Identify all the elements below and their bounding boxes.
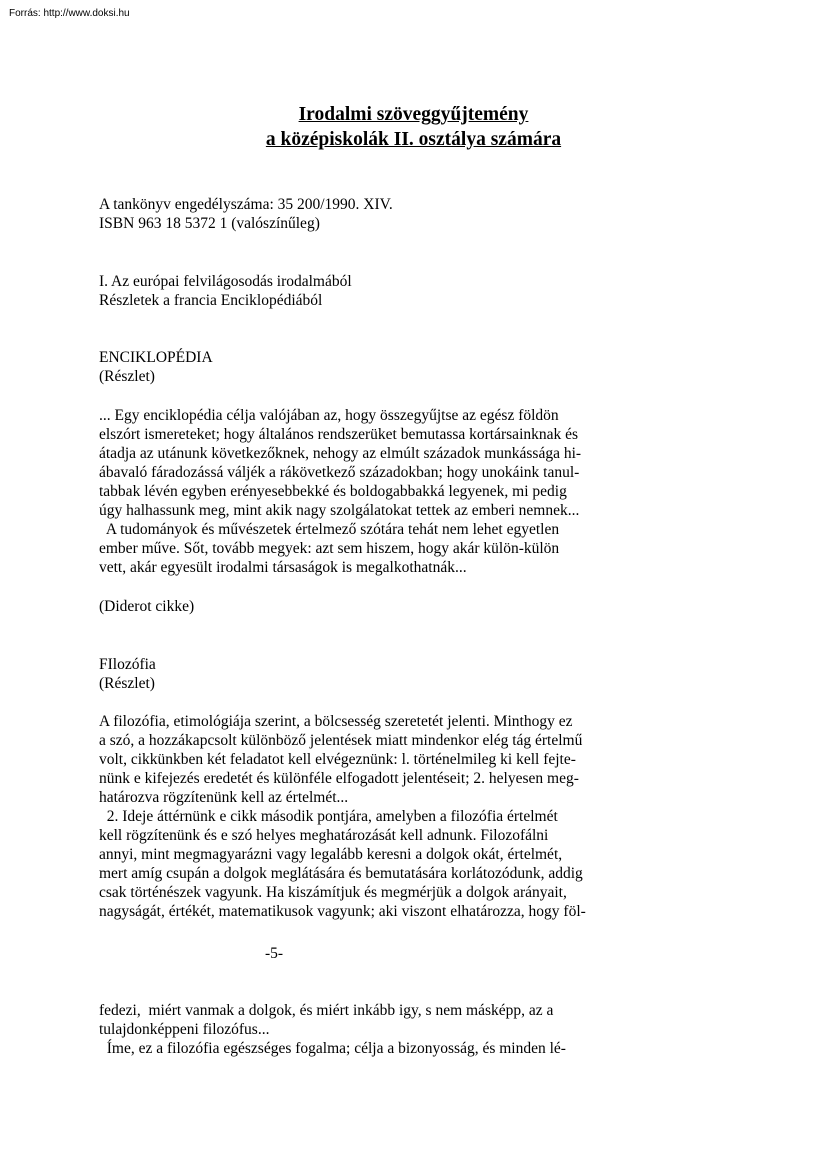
body-line: elszórt ismereteket; hogy általános rendszerüket bemutassa kortársainknak és — [99, 426, 579, 443]
document-title-line-1: Irodalmi szöveggyűjtemény — [298, 104, 529, 125]
body-line: nünk e kifejezés eredetét és különféle elfogadott jelentéseit; 2. helyesen meg- — [99, 770, 579, 787]
body-line: a szó, a hozzákapcsolt különböző jelentések miatt mindenkor elég tág értelmű — [99, 732, 583, 749]
body-line: tulajdonképpeni filozófus... — [99, 1021, 270, 1038]
body-line: nagyságát, értékét, matematikusok vagyunk; aki viszont elhatározza, hogy föl- — [99, 903, 586, 920]
body-line: volt, cikkünkben két feladatot kell elvégeznünk: l. történelmileg ki kell fejte- — [99, 751, 576, 768]
body-line: A filozófia, etimológiája szerint, a bölcsesség szeretetét jelenti. Minthogy ez — [99, 713, 573, 730]
body-line: átadja az utánunk következőknek, nehogy az elmúlt századok munkássága hi- — [99, 445, 582, 462]
body-line: ábavaló fáradozássá váljék a rákövetkező századokban; hogy unokáink tanul- — [99, 464, 580, 481]
body-line: vett, akár egyesült irodalmi társaságok is megalkothatnák... — [99, 559, 467, 576]
body-line: A tudományok és művészetek értelmező szótára tehát nem lehet egyetlen — [99, 521, 560, 538]
approval-number: A tankönyv engedélyszáma: 35 200/1990. XIV. — [99, 196, 393, 213]
source-link: Forrás: http://www.doksi.hu — [9, 8, 130, 19]
body-line: tabbak lévén egyben erényesebbekké és boldogabbakká legyenek, mi pedig — [99, 483, 567, 500]
body-line: mert amíg csupán a dolgok meglátására és bemutatására korlátozódunk, addig — [99, 865, 583, 882]
page-number: -5- — [265, 945, 284, 962]
body-line: annyi, mint megmagyarázni vagy legalább keresni a dolgok okát, értelmét, — [99, 846, 563, 863]
body-line: fedezi, miért vanmak a dolgok, és miért inkább igy, s nem másképp, az a — [99, 1002, 554, 1019]
isbn-line: ISBN 963 18 5372 1 (valószínűleg) — [99, 215, 320, 232]
article-subtitle: (Részlet) — [99, 675, 155, 692]
section-heading: I. Az európai felvilágosodás irodalmából — [99, 273, 352, 290]
body-line: 2. Ideje áttérnünk e cikk második pontjára, amelyben a filozófia értelmét — [99, 808, 558, 825]
body-line: Íme, ez a filozófia egészséges fogalma; célja a bizonyosság, és minden lé- — [99, 1040, 566, 1057]
document-title-line-2: a középiskolák II. osztálya számára — [265, 129, 562, 150]
article-attribution: (Diderot cikke) — [99, 598, 195, 615]
article-subtitle: (Részlet) — [99, 368, 155, 385]
article-title-enciklopedia: ENCIKLOPÉDIA — [99, 349, 213, 366]
body-line: ... Egy enciklopédia célja valójában az, hogy összegyűjtse az egész földön — [99, 407, 559, 424]
body-line: úgy halhassunk meg, mint akik nagy szolgálatokat tettek az emberi nemnek... — [99, 502, 580, 519]
body-line: csak történészek vagyunk. Ha kiszámítjuk és megmérjük a dolgok arányait, — [99, 884, 567, 901]
body-line: határozva rögzítenünk kell az értelmét... — [99, 789, 349, 806]
body-line: kell rögzítenünk és e szó helyes meghatározását kell adnunk. Filozofálni — [99, 827, 549, 844]
section-subheading: Részletek a francia Enciklopédiából — [99, 292, 323, 309]
article-title-filozofia: FIlozófia — [99, 656, 156, 673]
body-line: ember műve. Sőt, tovább megyek: azt sem hiszem, hogy akár külön-külön — [99, 540, 560, 557]
